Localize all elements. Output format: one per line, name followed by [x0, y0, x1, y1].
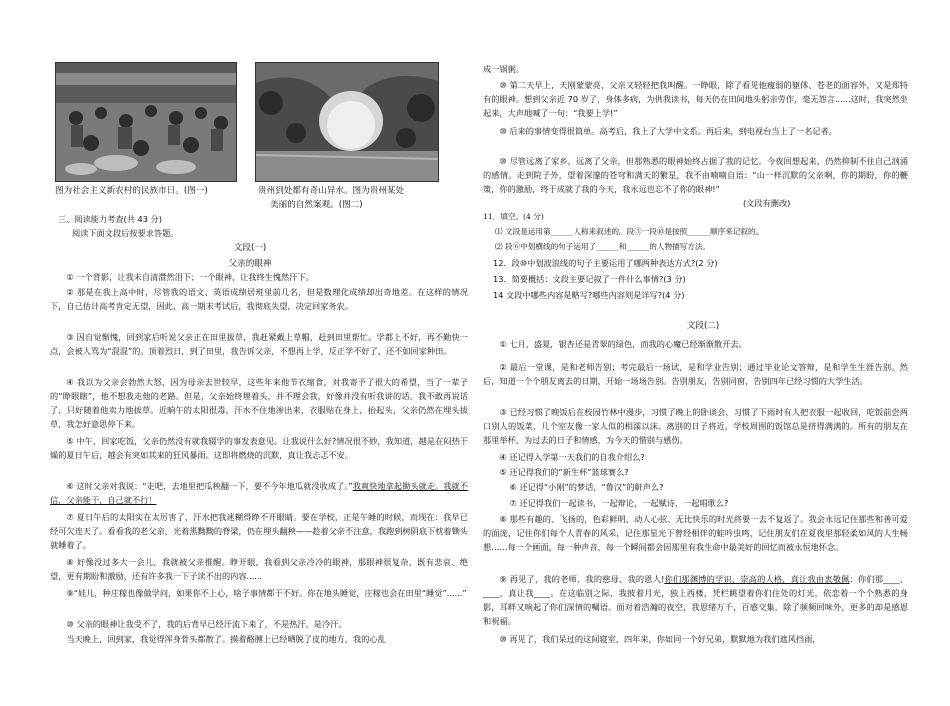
section-instruction: 阅读下面文段后按要求答题。: [72, 228, 179, 238]
passage2-para-1: ① 七月，盛夏，银杏还是青翠的绿色，而我的心魔已经渐渐散开去。: [499, 339, 747, 349]
passage1-para-9: ⑨“娃儿，种庄稼也像做学问，如果你不上心，啥子事情都干不好。你在地头睡觉，庄稼也会在田里“睡觉”......”: [66, 588, 467, 598]
passage1-para-6-underlined: 我爽快地拿起锄头就走。我就不信，父亲能干，自己就不行！: [50, 481, 468, 505]
passage1-para-3: ③ 因自觉惭愧，回到家后听说父亲正在田里拔草，我赶紧戴上草帽，赶到田里帮忙。学都上不好，再不勤快一点，会被人骂为“混混”的。顶着烈日，到了田里，我告诉父亲，不想再上学，反正学不好了，还不如回家种田。: [50, 332, 468, 356]
passage1-para-11: 当天晚上，回到家，我觉得浑身骨头都散了。摸着酪膊上已经晒脱了皮的地方，我的心乱: [66, 634, 386, 644]
passage2-para-6: ⑥ 还记得“小刚”的梦话，“鲁汉”的鼾声么?: [509, 482, 664, 492]
passage1-para-8: ⑧ 好像没过多大一会儿，我就被父亲推醒。睁开眼，我看到父亲冷冷的眼神，那眼神很复杂，既有悲哀、绝望，更有期盼和激励，还有许多我一下子读不出的内容......: [50, 557, 468, 581]
question-11: 11．填空。(4 分): [483, 212, 544, 221]
passage1-para-6-text: ⑥ 这时父亲对我说：“走吧，去地里把瓜秧翻一下，要不今年地瓜就没收成了。”: [66, 481, 353, 491]
question-11-2: ⑵ 段⑥中划横线的句子运用了______和______的人物描写方法。: [495, 242, 711, 251]
question-11-1: ⑴ 文段是运用第______人称来叙述的。段③一段⑩是按照______顺序来记叙的。: [495, 227, 764, 236]
photo-caption-1: 图为社会主义新农村的民族市日。(图一): [55, 186, 208, 196]
passage1-para-5: ⑤ 中午，回家吃饭，父亲仍然没有就我辍学的事发表意见。让我说什么好?情况很不妙，我知道，越是在闷热干燥的夏日午后，越会有突如其来的狂风暴雨。这即将燃烧的沉默，真让我忐忑不安。: [50, 436, 468, 460]
photo-caption-2-line2: 美丽的自然案观。(图二): [270, 200, 363, 210]
passage1-para-2: ② 那是在我上高中时，尽管我的语文、英语成绩居班里前几名，但是数理化成绩却出奇地差。在这样的情况下，自己估计高考肯定无望，因此，高一期末考试后，我彻底失望，决定回家务农。: [50, 287, 468, 311]
passage2-para-9-underlined: 你们那渊博的学识、崇高的人格，真让我由衷敬佩: [664, 574, 850, 584]
passage2-para-9: [483, 572, 908, 628]
market-photo: [55, 62, 237, 182]
passage2-para-3: ③ 已经习惯了晚饭后在校园竹林中漫步，习惯了晚上的卧谈会，习惯了下雨时有人把衣服一起收回，吃饭前尝两口别人的饭菜，几个室友像一家人似的相濡以沫。离别的日子将近，学校周围的饭馆总是挤得满满的。所有的朋友在那里举杯，为过去的日子和情感，为今天的惜别与感伤。: [483, 407, 908, 445]
question-13: 13．简要概括：文段主要记叙了一件什么事情?(3 分): [493, 274, 686, 284]
passage1-source-note: (文段有删改): [743, 198, 791, 208]
passage1-para-12: ⑩ 第二天早上，天刚蒙蒙亮，父亲又轻轻把我叫醒。一睁眼，除了看见他瘦弱的躯体、苍老的面容外，又是郑特有的眼神。想到父亲近 70 岁了，身体多病，为供我读书，每天仍在田间地头躬亲劳作，毫无怨言......这时，我突然坐起来，大声地喊了一句：“我要上学!”: [483, 80, 908, 118]
passage1-para-13: ⑩ 后来的事情变得很简单。高考后，我上了大学中文系。再后来，到电视台当上了一名记者。: [499, 126, 837, 136]
passage2-para-5: ⑤ 还记得我们的“新生杯”篮球赛么?: [499, 467, 629, 477]
passage2-para-10: ⑩ 再见了，我们呆过的这间寝室，四年来，你如同一个好兄弟，默默地为我们遮风挡雨，: [499, 634, 821, 644]
section-title: 三、阅读能力考查(共 43 分): [58, 214, 162, 224]
passage1-para-6: [50, 479, 468, 507]
passage1-title: 父亲的眼神: [228, 259, 272, 269]
passage1-para-14: ⑩ 尽管远离了家乡，远离了父亲，但那熟悉的眼神始终占据了我的记忆。今夜回想起来，仍然抑制不住自己汹涌的感情。走到院子外，望着深邃的苍穹和满天的繁星，我不由喃喃自语：“山一样沉默的父亲啊，你的期盼，你的鞭策，你的激励，终于成就了我的今天，我永远也忘不了你的眼神!”: [483, 156, 908, 194]
passage2-para-9-rest: ：你们那____、____，真让我____。在这临别之际，我披着月光，独上西楼，凭栏眺望着你们住处的灯光，依恋着一个个熟悉的身影，耳畔又响起了你们深情的嘱语。面对着浩瀚的夜空，我思绪万千，百感交集，除了频频回味外，更多的却是感恩和祝福。: [483, 574, 908, 626]
passage1-para-1: ① 一个背影，让我未自清潸然泪下；一个眼神，让我终生愧然汗下。: [66, 272, 314, 282]
passage1-label: 文段(一): [233, 243, 267, 253]
right-para-continued: 成一锅粥。: [483, 64, 524, 74]
left-column: [50, 0, 468, 706]
right-column: [483, 0, 908, 706]
passage2-para-2: ② 最后一堂课，是和老师告别；考完最后一场试，是和学业告别；通过毕业论文答辩，是和学生生涯告别。然后，知道一个个朋友离去的日期，开始一场场告别。告别朋友，告别同窗，告别四年已经习惯的大学生活。: [483, 362, 908, 386]
passage1-para-10: ⑩ 父亲的眼神让我受不了，我的后背早已经汗流下来了，不是热汗，是冷汗。: [66, 619, 347, 629]
passage1-para-7: ⑦ 夏日午后的太阳实在太厉害了，汗水把我迷糊得睁不开眼睛。要在学校，正是午睡的时候，而现在：我早已经可欠连天了。看看我的老父亲，光着黑黝黝的脊梁，仍在埋头翻秧——趁着父亲不注意，我跑到树阴底下枕着锄头就睡着了。: [50, 512, 468, 550]
passage2-label: 文段(二): [686, 321, 720, 331]
question-12: 12．段⑩中划波浪线的句子主要运用了哪两种表达方式?(2 分): [493, 258, 718, 268]
question-14: 14 文段中哪些内容是略写?哪些内容则是详写?(4 分): [493, 290, 685, 300]
photo-caption-2-line1: 贵州到处都有奇山异水。图为贵州某处: [258, 186, 405, 196]
passage2-para-4: ④ 还记得入学第一天我们的自我介绍么?: [499, 452, 645, 462]
passage2-para-7: ⑦ 还记得我们一起读书，一起辩论，一起赋诗，一起唱歌么?: [509, 498, 729, 508]
passage1-para-4: ④ 我以为父亲会勃然大怒，因为母亲去世较早，这些年来他节衣缩食，对我寄予了很大的希望，当了一辈子的“睁眼瞎”，他不想我走他的老路。但是，父亲始终埋着头，并不理会我，好像并没有听我讲的话。我不敢再说话了，只好随着他卖力地拔草。近晌午的太阳很毒，汗水不住地渗出来，衣服贴在身上，抬起头，父亲仍然在埋头拔草，我怎好意思停下来。: [50, 377, 468, 429]
passage2-para-8: ⑧ 那些有趣的、飞扬的，色彩鲜明、动人心弦、无比快乐的时光将要一去不复返了。我会永远记住那些和善可爱的面庞，记住你们每个人青春的风采，记住那星光下曾经相伴的蛙吟虫鸣，记住朋友们在夏夜里那轻柔如风的人生畅想……每一个画面，每一种声音，每一个瞬间都会因那里有我生命中最美好的回忆而被永恒地怀念。: [483, 514, 908, 552]
passage2-para-9-text: ⑨ 再见了，我的老师、我的慈母、我的恩人!: [499, 574, 665, 584]
landscape-photo: [255, 62, 439, 182]
